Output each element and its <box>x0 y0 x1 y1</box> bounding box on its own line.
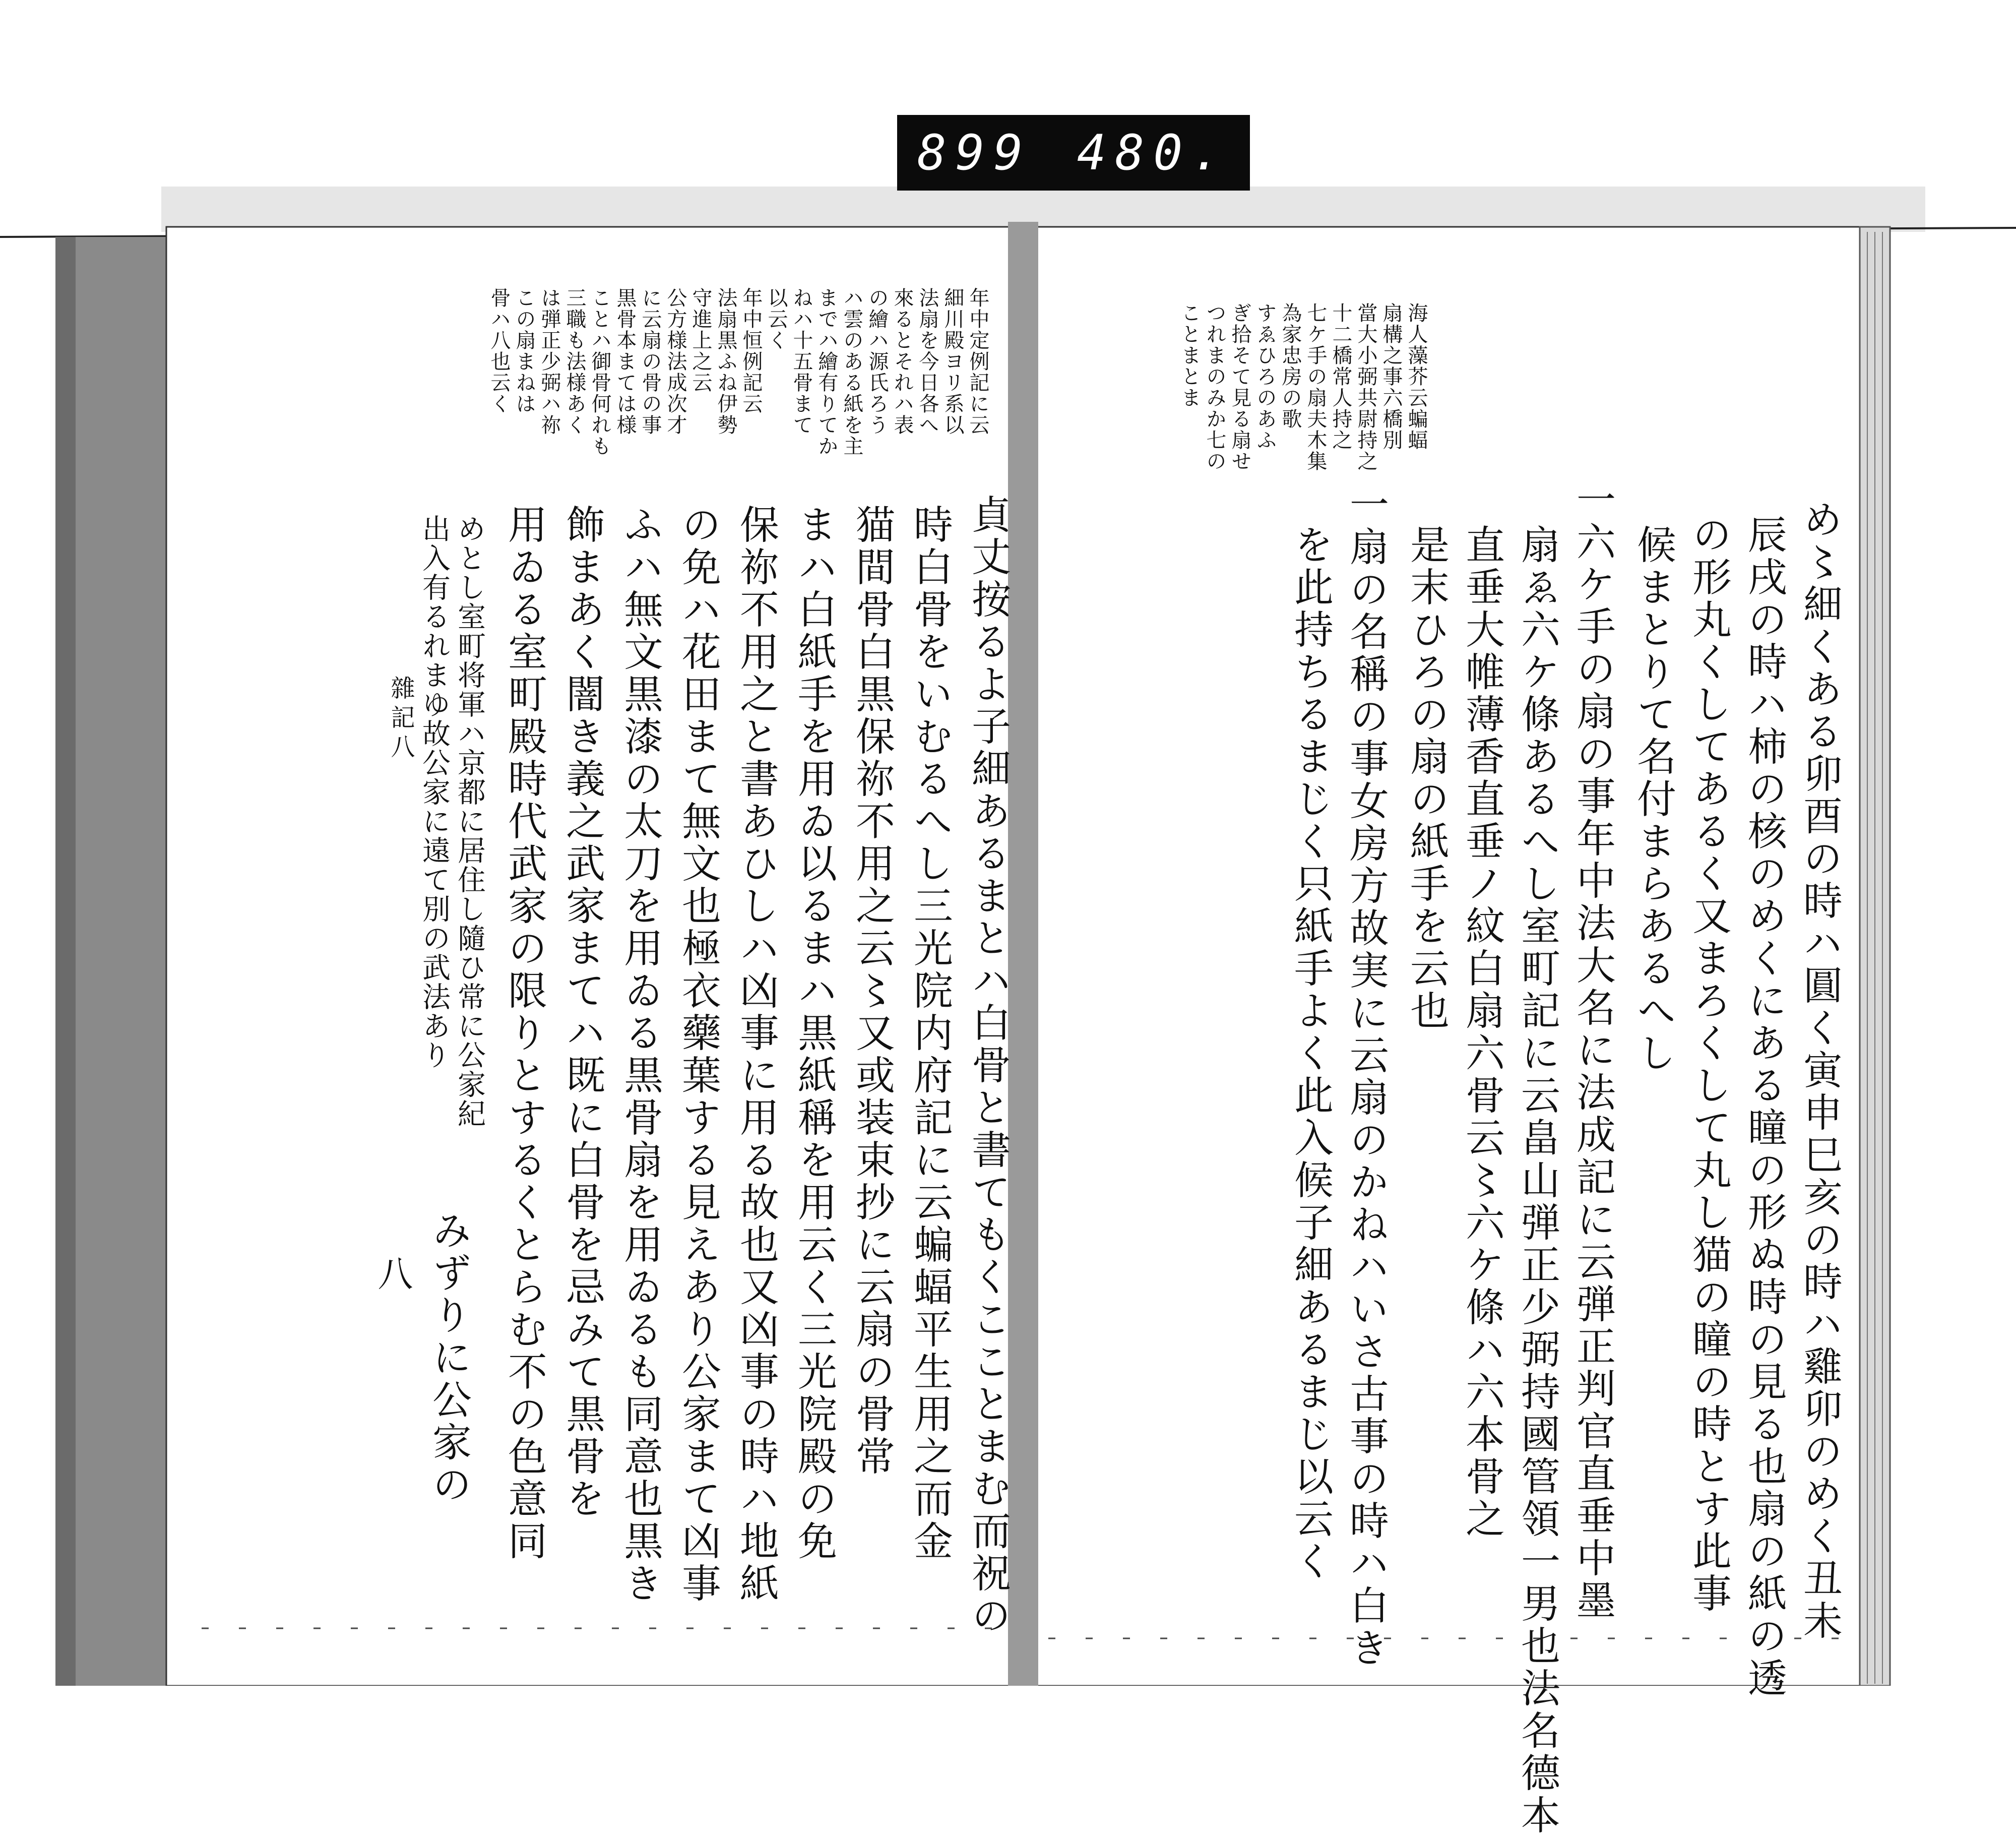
headnote-column: つれまのみか七の <box>1203 302 1226 472</box>
text-column: の免ハ花田まて無文也極衣藥葉する見えあり公家まて凶事 <box>675 504 721 1605</box>
text-column: ふハ無文黒漆の太刀を用ゐる黒骨扇を用ゐるも同意也黒き <box>617 504 663 1605</box>
text-column: 出入有るれまゆ故公家に遠て別の武法あり <box>418 514 451 1070</box>
headnote-column: ハ雲のある紙を主 <box>840 287 863 457</box>
headnote-column: に云扇の骨の事 <box>639 287 662 436</box>
headnote-column: 三職も法様あく <box>563 287 586 436</box>
headnote-column: 年中定例記に云 <box>966 287 989 436</box>
headnote-column: ことハ御骨何れも <box>588 287 611 457</box>
text-column: を此持ちるまじく只紙手よく此入候子細あるまじ以云く <box>1288 524 1333 1583</box>
headnote-column: 扇構之事六橋別 <box>1379 302 1403 451</box>
text-column: まハ白紙手を用ゐ以るまハ黒紙稱を用云く三光院殿の免 <box>791 504 837 1563</box>
headnote-column: ことまとま <box>1178 302 1201 408</box>
text-column: みずりに公家の <box>426 1210 471 1506</box>
headnote-column: 守進上之云 <box>689 287 712 393</box>
headnote-column: 骨ハ八也云く <box>487 287 511 414</box>
text-column: 猫間骨白黒保祢不用之云〻又或装束抄に云扇の骨常 <box>849 504 895 1478</box>
headnote-column: 十二橋常人持之 <box>1329 302 1352 451</box>
headnote-column: 當大小弼共尉持之 <box>1354 302 1377 472</box>
text-column: 候まとりて名付まらあるへし <box>1630 524 1676 1075</box>
text-column: 一六ケ手の扇の事年中法大名に法成記に云弾正判官直垂中墨 <box>1570 479 1615 1622</box>
headnote-column: までハ繪有りてか <box>815 287 838 457</box>
text-column: 扇ゑ六ケ條あるへし室町記に云畠山弾正少弼持國管領一男也法名德本 <box>1515 524 1560 1837</box>
headnote-column: ねハ十五骨まて <box>790 287 813 436</box>
text-column: 直垂大帷薄香直垂ノ紋白扇六骨云〻六ケ條ハ六本骨之 <box>1459 524 1504 1541</box>
headnote-column: 年中恒例記云 <box>739 287 763 414</box>
headnote-column: 法扇を今日各へ <box>916 287 939 436</box>
headnote-column: 細川殿ヨリ系以 <box>941 287 964 436</box>
right-page <box>1033 222 1860 1837</box>
headnote-column: 公方様法成次才 <box>664 287 687 436</box>
headnote-column: の繪ハ源氏ろう <box>865 287 889 436</box>
text-column: 保祢不用之と書あひしハ凶事に用る故也又凶事の時ハ地紙 <box>733 504 779 1605</box>
headnote-column: すゑひろのあふ <box>1253 302 1277 451</box>
text-column: め〻細くある卯酉の時ハ圓く寅申巳亥の時ハ雞卯のめく丑未 <box>1797 499 1842 1642</box>
text-column: 飾まあく闇き義之武家まてハ既に白骨を忌みて黒骨を <box>559 504 605 1520</box>
frame-number-right: 480. <box>1077 125 1230 181</box>
headnote-column: 黒骨本まては様 <box>613 287 637 436</box>
running-head: 雜記八 <box>387 676 415 763</box>
text-column: 是末ひろの扇の紙手を云也 <box>1404 524 1449 1032</box>
text-column: めとし室町将軍ハ京都に居住し隨ひ常に公家紀 <box>453 514 486 1128</box>
headnote-column: は弾正少弼ハ祢 <box>538 287 561 436</box>
headnote-column: 海人藻芥云蝙蝠 <box>1405 302 1428 451</box>
microfilm-frame-label <box>897 115 1250 191</box>
page-folio: 八 <box>372 1255 413 1291</box>
headnote-column: ぎ拾そて見る扇せ <box>1228 302 1251 472</box>
headnote-column: 七ケ手の扇夫木集 <box>1304 302 1327 472</box>
headnote-column: 為家忠房の歌 <box>1279 302 1302 430</box>
left-page <box>131 222 1018 1674</box>
headnote-column: この扇まねは <box>513 287 536 414</box>
text-column: 貞丈按るよ子細あるまとハ白骨と書てもくこことまむ而祝の <box>965 494 1011 1637</box>
text-column: の形丸くしてあるく又まろくして丸し猫の瞳の時とす此事 <box>1686 514 1731 1615</box>
headnote-column: 以云く <box>765 287 788 351</box>
text-column: 辰戌の時ハ柿の核のめくにある瞳の形ぬ時の見る也扇の紙の透 <box>1741 514 1787 1700</box>
frame-number-left: 899 <box>917 125 1032 181</box>
headnote-column: 來るとそれハ表 <box>891 287 914 436</box>
text-column: 一扇の名稱の事女房方故実に云扇のかねハいさ古事の時ハ白き <box>1343 484 1389 1670</box>
text-column: 用ゐる室町殿時代武家の限りとするくとらむ不の色意同 <box>501 504 547 1563</box>
text-column: 時白骨をいむるへし三光院内府記に云蝙蝠平生用之而金 <box>907 504 953 1563</box>
headnote-column: 法扇黒ふね伊勢 <box>714 287 737 436</box>
